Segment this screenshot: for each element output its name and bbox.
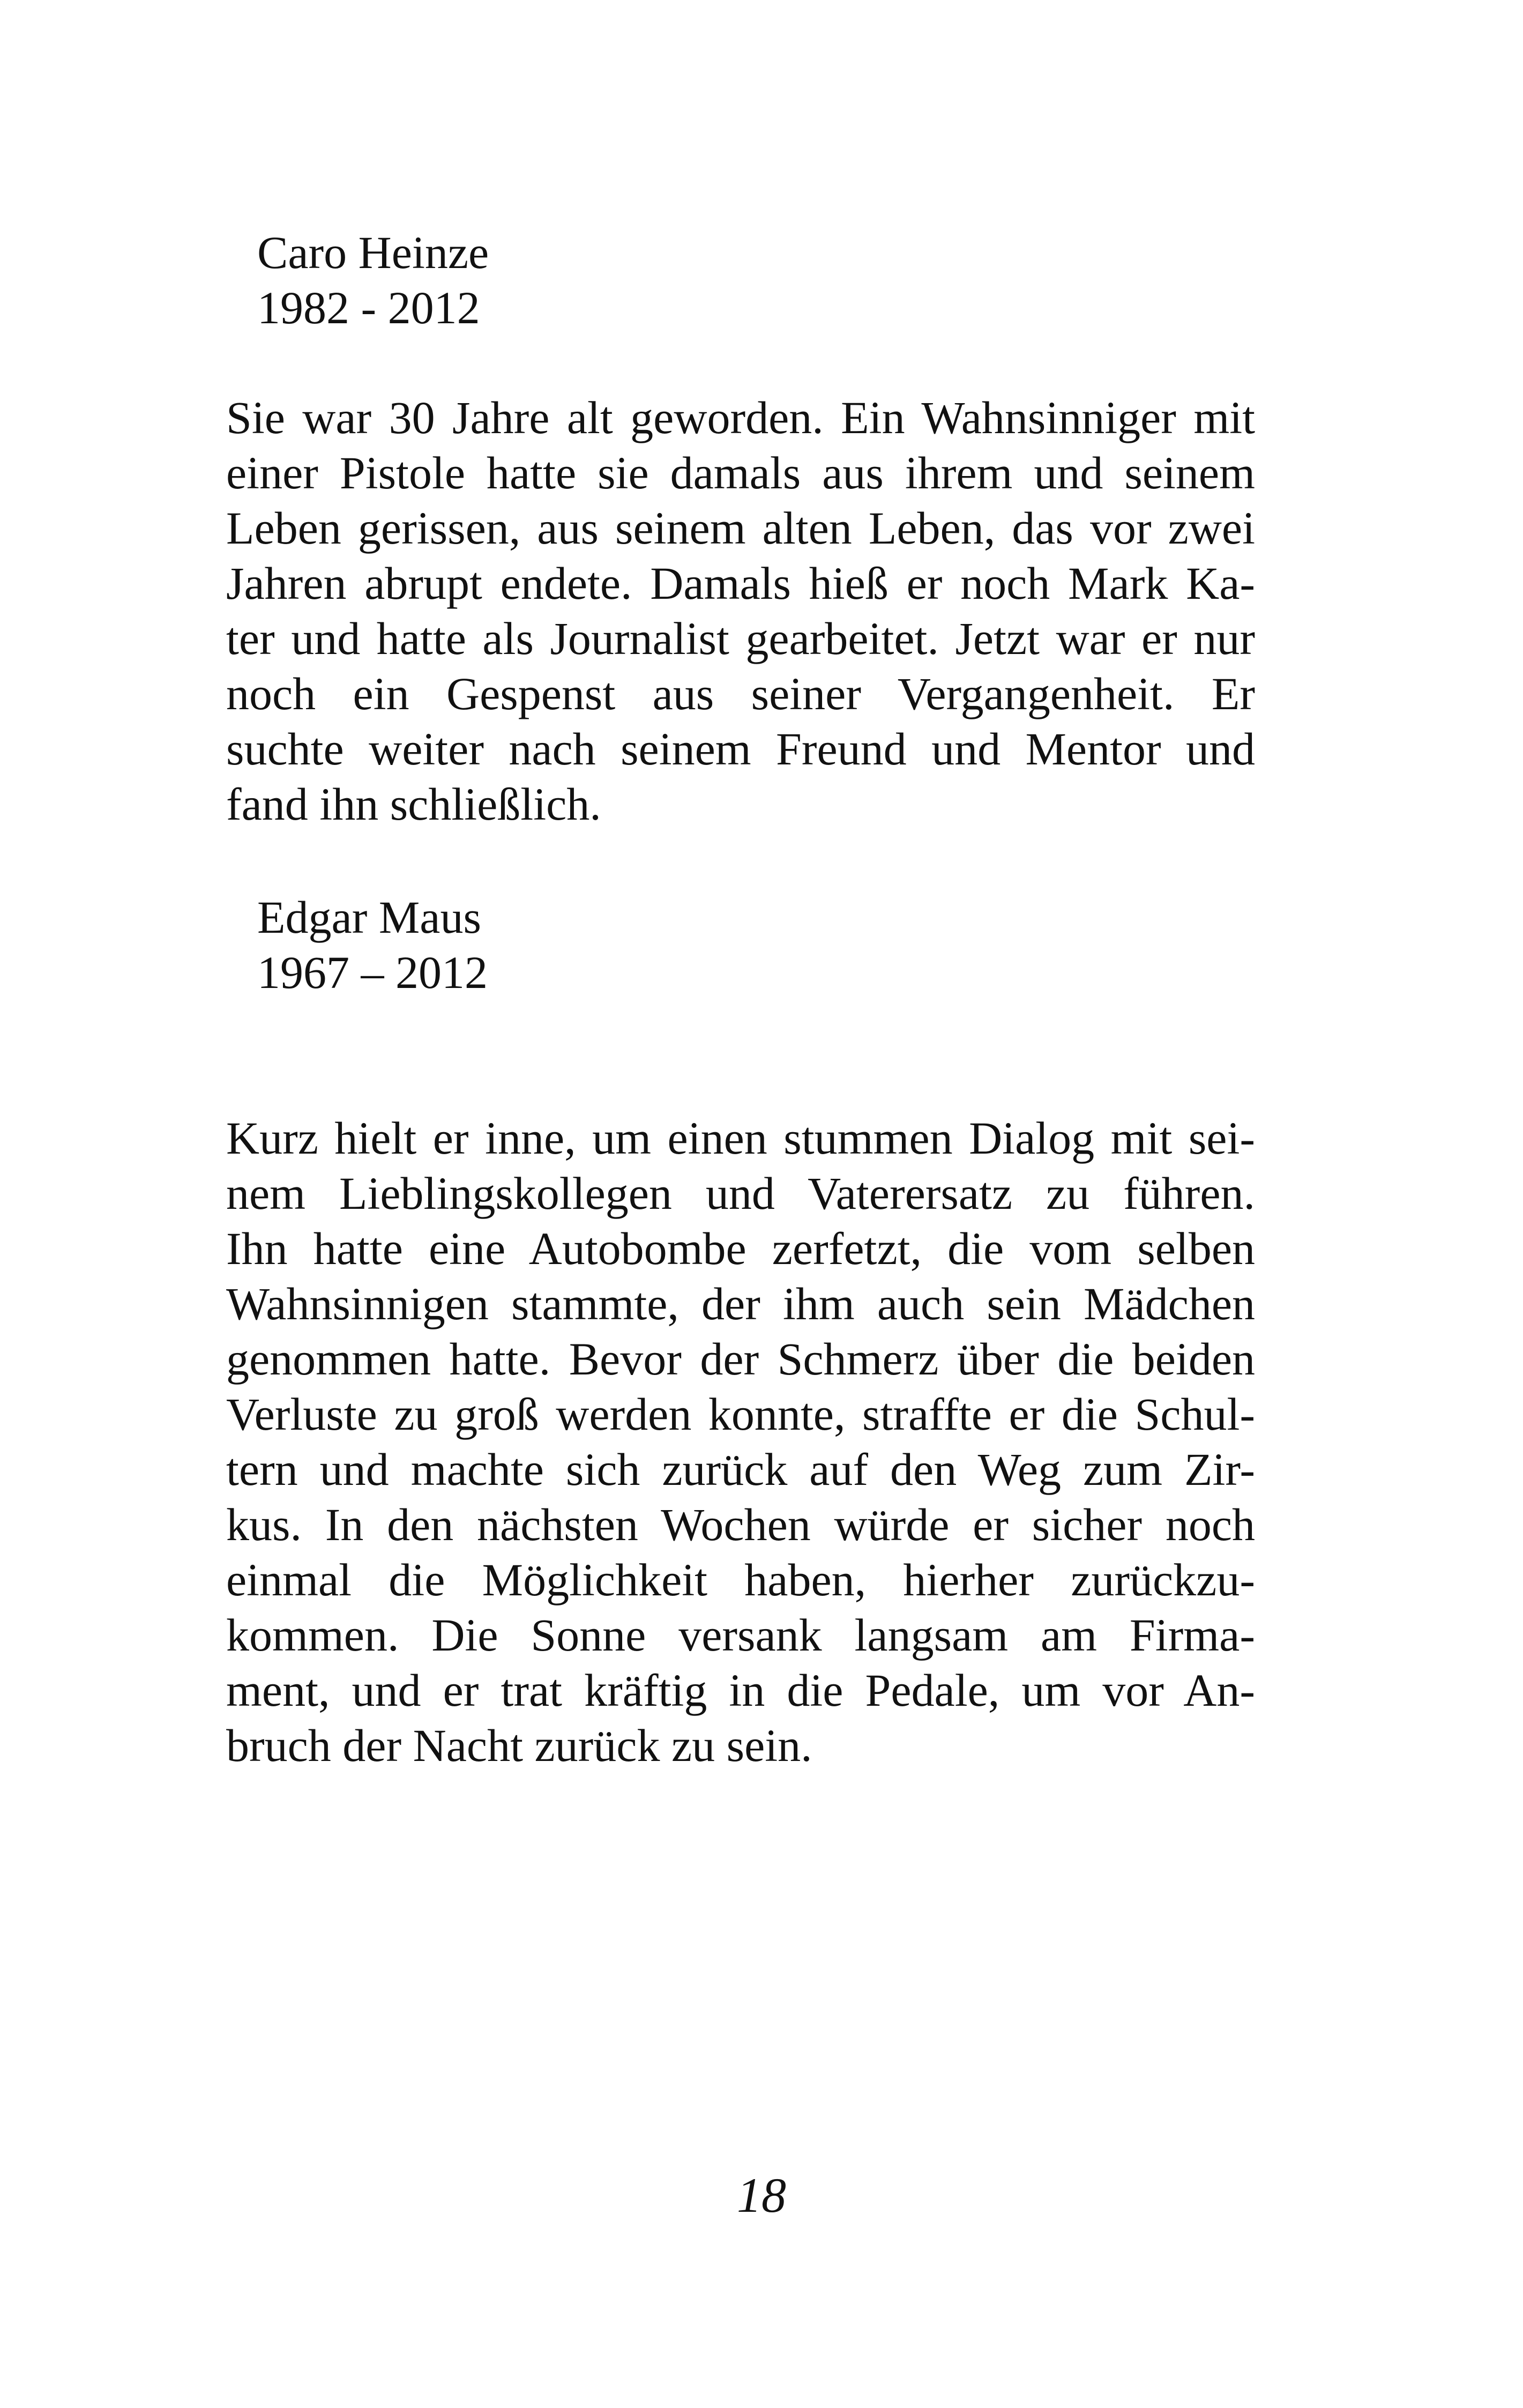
paragraph-line: kus. In den nächsten Wochen würde er sicher noch: [226, 1499, 1255, 1550]
paragraph-line: Kurz hielt er inne, um einen stummen Dialog mit sei-: [226, 1112, 1255, 1164]
paragraph-line: Wahnsinnigen stammte, der ihm auch sein Mädchen: [226, 1278, 1255, 1329]
paragraph-line: einer Pistole hatte sie damals aus ihrem und seinem: [226, 447, 1255, 499]
paragraph-line: ter und hatte als Journalist gearbeitet. Jetzt war er nur: [226, 613, 1255, 664]
paragraph-line: Verluste zu groß werden konnte, straffte er die Schul-: [226, 1388, 1255, 1440]
paragraph-line: genommen hatte. Bevor der Schmerz über die beiden: [226, 1333, 1255, 1385]
paragraph-line: Leben gerissen, aus seinem alten Leben, das vor zwei: [226, 502, 1255, 554]
paragraph-1: [226, 390, 1255, 832]
paragraph-line: Jahren abrupt endete. Damals hieß er noch Mark Ka-: [226, 558, 1255, 609]
page-number: 18: [737, 2168, 786, 2223]
epitaph-years: 1967 – 2012: [257, 947, 488, 998]
epitaph-name: Caro Heinze: [257, 227, 489, 278]
paragraph-line: noch ein Gespenst aus seiner Vergangenheit. Er: [226, 668, 1255, 719]
paragraph-line: suchte weiter nach seinem Freund und Mentor und: [226, 723, 1255, 775]
epitaph-caro-heinze: [226, 225, 1255, 336]
epitaph-name: Edgar Maus: [257, 891, 481, 943]
epitaph-years: 1982 - 2012: [257, 282, 480, 333]
paragraph-line: bruch der Nacht zurück zu sein.: [226, 1720, 812, 1771]
paragraph-line: kommen. Die Sonne versank langsam am Firma-: [226, 1609, 1255, 1661]
paragraph-line: tern und machte sich zurück auf den Weg zum Zir-: [226, 1444, 1255, 1495]
paragraph-line: nem Lieblingskollegen und Vaterersatz zu führen.: [226, 1168, 1255, 1219]
paragraph-2: [226, 1111, 1255, 1773]
paragraph-line: fand ihn schließlich.: [226, 778, 601, 830]
paragraph-line: Ihn hatte eine Autobombe zerfetzt, die vom selben: [226, 1223, 1255, 1274]
epitaph-edgar-maus: [226, 890, 1255, 1000]
paragraph-line: ment, und er trat kräftig in die Pedale, um vor An-: [226, 1664, 1255, 1716]
paragraph-line: Sie war 30 Jahre alt geworden. Ein Wahnsinniger mit: [226, 392, 1255, 443]
paragraph-line: einmal die Möglichkeit haben, hierher zurückzu-: [226, 1554, 1255, 1606]
